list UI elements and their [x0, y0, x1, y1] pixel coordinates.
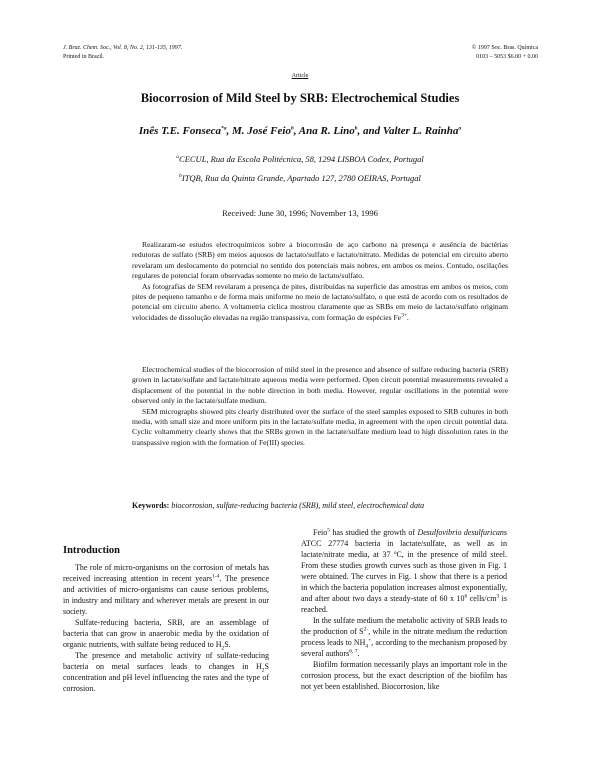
- keywords-value: biocorrosion, sulfate-reducing bacteria (SRB), mild steel, electrochemical data: [171, 501, 425, 510]
- subscript: 4: [365, 643, 369, 650]
- abstract-paragraph: SEM micrographs showed pits clearly distributed over the surface of the steel samples exposed to SRB cultures in both media, with small size and more uniform pits in the lactate/sulfate media, in agreement with the open circuit potential data. Cyclic voltammetry clearly shows that the SRBs grown in the lactate/sulfate medium lead to high dissolution rates in the transpassive region with the formation of Fe(III) species.: [132, 406, 508, 447]
- abstract-english: [132, 365, 508, 448]
- citation-superscript: 6, 7: [349, 648, 358, 655]
- citation-superscript: 1-4: [212, 573, 220, 580]
- body-text: S concentration and pH level influencing the rates and the type of corrosion.: [63, 662, 269, 693]
- author-name: Inês T.E. Fonseca: [138, 125, 221, 137]
- body-paragraph: [63, 562, 269, 617]
- body-text: ATCC 27774 bacteria in lactate/sulfate, as well as in lactate/nitrate media, at 37 ºC, in the presence of mild steel. From these studies growth curves such as those given in Fig. 1 were obtained. The curves in Fig. 1 show that there is a period in which the bacteria population increases almost exponentially, and after about two days a steady-state of 60 x 10: [301, 539, 507, 603]
- received-dates: Received: June 30, 1996; November 13, 1996: [222, 208, 378, 218]
- subscript: 2: [261, 667, 265, 674]
- body-text: Sulfate-reducing bacteria, SRB, are an assemblage of bacteria that can grow in anaerobic media by the oxidation of organic nutrients, with sulfate being reduced to H: [63, 618, 269, 649]
- body-paragraph: [63, 650, 269, 694]
- subscript: 2: [221, 645, 225, 652]
- journal-citation-line: J. Braz. Chem. Soc., Vol. 8, No. 2, 131-135, 1997.: [63, 45, 183, 51]
- body-paragraph: [63, 617, 269, 650]
- superscript: +: [368, 637, 372, 644]
- body-text: cells/cm: [467, 594, 497, 603]
- body-paragraph: [301, 527, 507, 615]
- author-superscript: a: [458, 125, 462, 132]
- paper-title: Biocorrosion of Mild Steel by SRB: Electrochemical Studies: [140, 91, 460, 105]
- author-superscript: b: [354, 125, 358, 132]
- body-text: The presence and metabolic activity of sulfate-reducing bacteria on metal surfaces leads to changes in H: [63, 651, 269, 671]
- body-text: , according to the mechanism proposed by several authors: [301, 638, 507, 658]
- superscript: 6: [464, 593, 468, 600]
- body-text: Feio: [313, 528, 328, 537]
- left-column: [63, 527, 269, 694]
- affiliation-marker: b: [179, 173, 182, 180]
- keywords: [132, 500, 508, 511]
- author-name: , and Valter L. Rainha: [357, 125, 459, 137]
- body-text: In the sulfate medium the metabolic activity of SRB leads to the production of S: [301, 616, 507, 636]
- author-name: , M. José Feio: [226, 125, 291, 137]
- superscript: 3: [496, 593, 500, 600]
- affiliation-marker: a: [176, 154, 180, 161]
- copyright-notice: [472, 44, 538, 61]
- body-paragraph: Biofilm formation necessarily plays an important role in the corrosion process, but the exact description of the biofilm has not yet been established. Biocorrosion, like: [301, 660, 507, 691]
- body-text: , while in the nitrate medium the reduction process leads to NH: [301, 627, 508, 647]
- author-name: , Ana R. Lino: [293, 125, 355, 137]
- superscript: 3+: [401, 312, 407, 319]
- abstract-text: As fotografias de SEM revelaram a presença de pites, distribuídas na superfície das amostras em ambos os meios, com pites de pequeno tamanho e de forma mais uniforme no meio de lactato/sulfato, o que está de acordo com os resultados de potencial em circuito aberto. A voltametria cíclica mostrou claramente que as SRBs em meio de lactato/sulfato originam velocidades de dissolução elevadas na região transpassiva, com formação de espécies Fe: [132, 281, 508, 322]
- author-list: [0, 125, 600, 137]
- copyright-line: © 1997 Soc. Bras. Química: [471, 45, 538, 51]
- body-text: is reached.: [301, 594, 507, 614]
- species-name: Desulfovibrio desulfuricans: [417, 528, 508, 537]
- keywords-label: Keywords:: [132, 501, 170, 510]
- affiliation-text: CECUL, Rua da Escola Politécnica, 58, 1294 LISBOA Codex, Portugal: [179, 154, 424, 164]
- body-text: . The presence and activities of micro-organisms can cause serious problems, in industry and military and wherever metals are present in our society.: [63, 574, 269, 616]
- citation-superscript: 5: [327, 527, 330, 534]
- superscript: 2-: [363, 626, 369, 633]
- body-text: has studied the growth of: [329, 528, 418, 537]
- body-text: S.: [224, 640, 231, 649]
- right-column: [301, 527, 507, 692]
- abstract-paragraph: [132, 282, 508, 324]
- affiliation-b: [0, 173, 600, 183]
- printed-in-line: Printed in Brazil.: [63, 53, 105, 60]
- article-type-label: Article: [291, 73, 309, 79]
- abstract-paragraph: Realizaram-se estudos electroquímicos sobre a biocorrosão de aço carbono na presença e ausência de bactérias redutoras de sulfato (SRB) em meios aquosos de lactato/sulfato e lactato/nitrato. Medidas de potencial em circuito aberto revelaram um deslocamento do potencial no sentido dos potenciais mais nobres, em ambos os meios. Contudo, oscilações regulares de potencial foram observadas somente no meio de lactato/sulfato.: [132, 240, 508, 281]
- body-text: .: [357, 649, 360, 658]
- affiliation-a: [0, 154, 600, 164]
- abstract-paragraph: Electrochemical studies of the biocorrosion of mild steel in the presence and absence of sulfate reducing bacteria (SRB) grown in lactate/sulfate and lactate/nitrate aqueous media were performed. Open circuit potential measurements revealed a displacement of the potential in the noble direction in both media. However, regular oscillations in the potential were observed only in the lactate/sulfate medium.: [132, 365, 508, 406]
- abstract-portuguese: [132, 240, 508, 323]
- body-text: The role of micro-organisms on the corrosion of metals has received increasing attention in recent years: [63, 563, 269, 583]
- author-superscript: *a: [220, 125, 227, 132]
- affiliation-text: ITQB, Rua da Quinta Grande, Apartado 127, 2780 OEIRAS, Portugal: [181, 173, 421, 183]
- issn-line: 0103 – 5053 $6.00 + 0.00: [476, 53, 538, 60]
- abstract-text: .: [406, 312, 409, 322]
- author-superscript: b: [290, 125, 294, 132]
- journal-citation: [63, 44, 182, 61]
- body-paragraph: [301, 615, 507, 659]
- section-heading-introduction: Introduction: [63, 545, 120, 556]
